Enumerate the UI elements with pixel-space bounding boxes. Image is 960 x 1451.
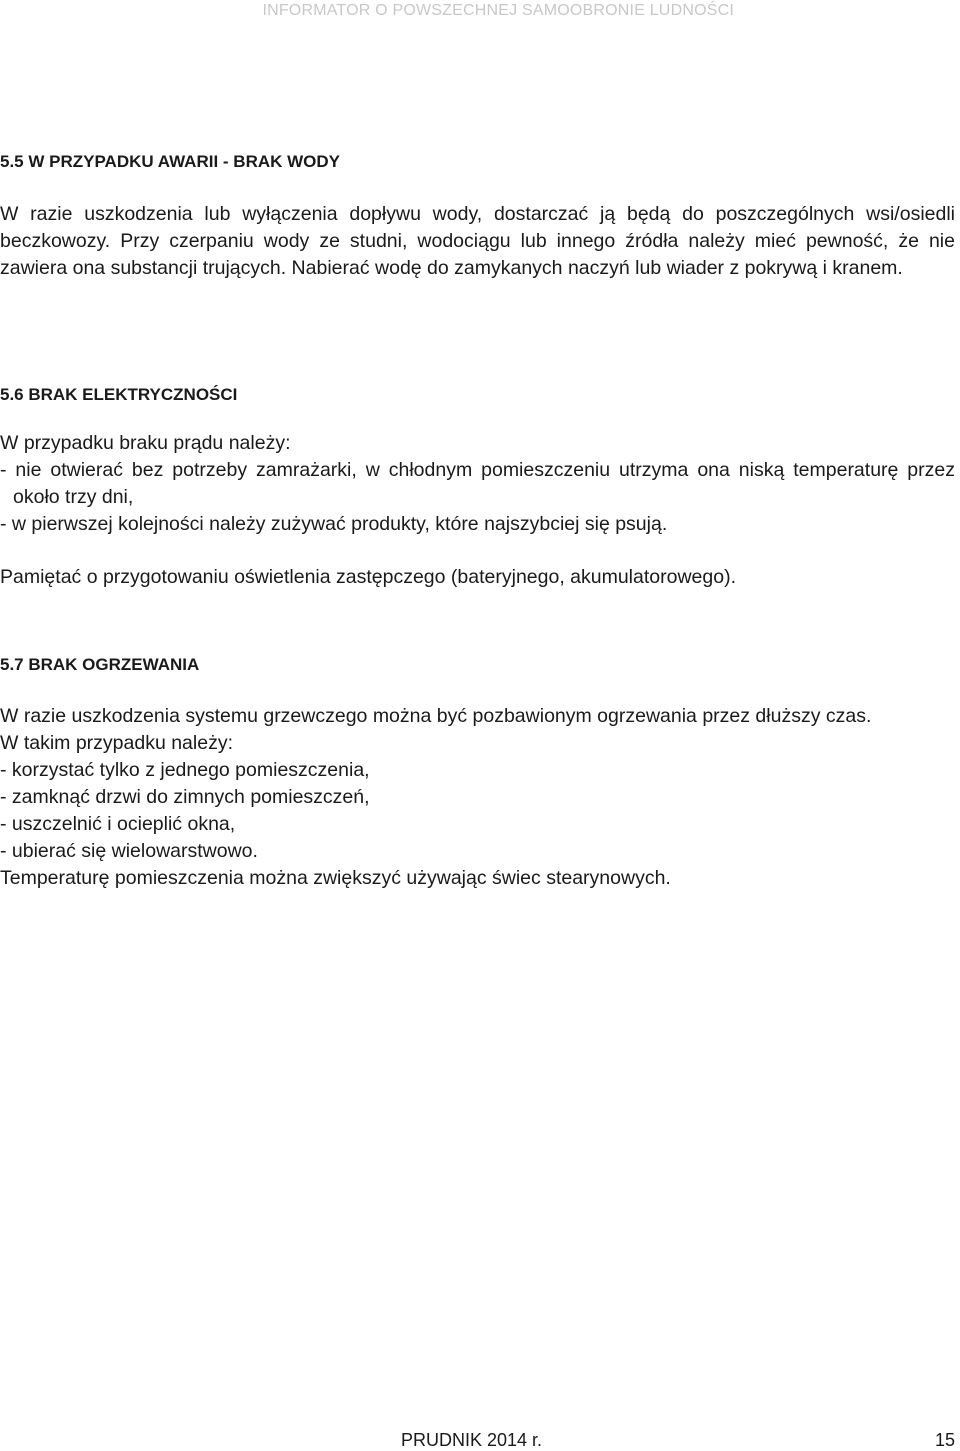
running-header: INFORMATOR O POWSZECHNEJ SAMOOBRONIE LUDNOŚCI bbox=[262, 2, 734, 19]
list-item: - ubierać się wielowarstwowo. bbox=[0, 840, 258, 862]
section-5-5 bbox=[0, 151, 955, 173]
paragraph-intro: W razie uszkodzenia systemu grzewczego można być pozbawionym ogrzewania przez dłuższy czas. W takim przypadku należy: bbox=[0, 705, 872, 754]
section-5-5-body bbox=[0, 201, 955, 282]
footer-text: PRUDNIK 2014 r. bbox=[401, 1430, 543, 1450]
section-5-6-body bbox=[0, 430, 955, 538]
list-item: - zamknąć drzwi do zimnych pomieszczeń, bbox=[0, 786, 370, 808]
list-item: - nie otwierać bez potrzeby zamrażarki, w chłodnym pomieszczeniu utrzyma ona niską temperaturę przez około trzy dni, bbox=[0, 459, 955, 508]
section-heading: 5.7 BRAK OGRZEWANIA bbox=[0, 655, 200, 674]
section-5-7 bbox=[0, 654, 955, 676]
list-item: - korzystać tylko z jednego pomieszczenia, bbox=[0, 759, 370, 781]
paragraph-intro: W przypadku braku prądu należy: bbox=[0, 432, 291, 454]
page-number: 15 bbox=[935, 1430, 956, 1450]
paragraph-note: Temperaturę pomieszczenia można zwiększyć używając świec stearynowych. bbox=[0, 867, 671, 889]
section-heading: 5.5 W PRZYPADKU AWARII - BRAK WODY bbox=[0, 152, 341, 171]
section-5-6-note bbox=[0, 564, 955, 591]
paragraph-note: Pamiętać o przygotowaniu oświetlenia zastępczego (bateryjnego, akumulatorowego). bbox=[0, 566, 736, 588]
section-heading: 5.6 BRAK ELEKTRYCZNOŚCI bbox=[0, 385, 238, 404]
list-item: - w pierwszej kolejności należy zużywać produkty, które najszybciej się psują. bbox=[0, 513, 668, 535]
paragraph: W razie uszkodzenia lub wyłączenia dopływu wody, dostarczać ją będą do poszczególnych wsi/osiedli beczkowozy. Przy czerpaniu wody ze studni, wodociągu lub innego źródła należy mieć pewność, że nie zawiera ona substancji trujących. Nabierać wodę do zamykanych naczyń lub wiader z pokrywą i kranem. bbox=[0, 203, 955, 279]
list-item: - uszczelnić i ocieplić okna, bbox=[0, 813, 236, 835]
section-5-7-body bbox=[0, 703, 955, 892]
section-5-6 bbox=[0, 384, 955, 406]
